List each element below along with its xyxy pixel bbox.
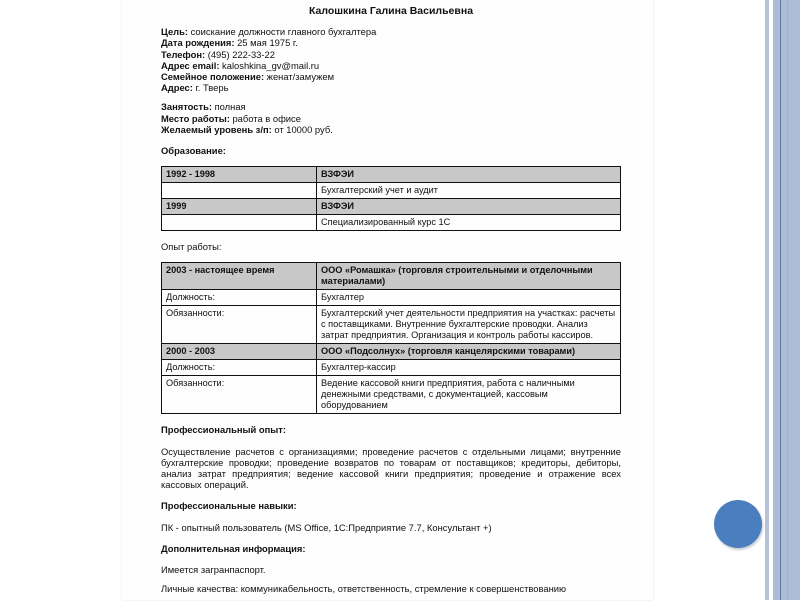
field-value: kaloshkina_gv@mail.ru — [219, 59, 320, 71]
table-cell: Бухгалтер — [317, 290, 621, 306]
table-row — [162, 306, 621, 344]
table-cell: 2000 - 2003 — [162, 344, 317, 360]
field-label: Занятость: — [161, 101, 212, 113]
field-label: Адрес email: — [161, 59, 220, 71]
additional-info-heading: Дополнительная информация: — [161, 542, 306, 554]
decorative-line — [787, 0, 788, 600]
skills-heading: Профессиональные навыки: — [161, 500, 297, 512]
decorative-circle-icon — [714, 500, 762, 548]
field-value: полная — [211, 101, 246, 113]
resume-page — [122, 0, 653, 600]
field-value: соискание должности главного бухгалтера — [188, 26, 377, 38]
education-heading: Образование: — [161, 145, 226, 157]
table-row — [162, 215, 621, 231]
table-cell: Обязанности: — [162, 376, 317, 414]
professional-experience-heading: Профессиональный опыт: — [161, 424, 287, 436]
field-label: Семейное положение: — [161, 71, 265, 83]
field-value: 25 мая 1975 г. — [234, 37, 298, 49]
additional-info-item: Имеется загранпаспорт. — [161, 564, 266, 576]
table-cell: 2003 - настоящее время — [162, 263, 317, 290]
additional-info-item: Личные качества: коммуникабельность, ответственность, стремление к совершенствованию — [161, 583, 567, 595]
table-cell — [162, 215, 317, 231]
field-value: от 10000 руб. — [271, 123, 333, 135]
table-cell: Бухгалтер-кассир — [317, 360, 621, 376]
professional-experience-text: Осуществление расчетов с организациями; проведение расчетов с отдельными лицами; внутренние бухгалтерские проводки; проведение возвратов по товарам от поставщиков; кредиторы, дебиторы, анализ затрат предприятия; ведение кассовой книги предприятия; проведение и отражение всех кассовых операций. — [161, 445, 621, 491]
decorative-stripe — [765, 0, 769, 600]
field-label: Желаемый уровень з/п: — [161, 123, 272, 135]
table-cell: Бухгалтерский учет деятельности предприятия на участках: расчеты с поставщиками. Внутренние бухгалтерские проводки. Анализ затрат предприятия. Организация и контроль работы кассиров. — [317, 306, 621, 344]
field-employment — [161, 101, 621, 112]
spacer — [161, 93, 621, 101]
field-goal — [161, 26, 621, 37]
field-value: женат/замужем — [264, 71, 335, 83]
table-row — [162, 167, 621, 183]
table-row — [162, 263, 621, 290]
field-phone — [161, 49, 621, 60]
experience-table — [161, 262, 621, 414]
table-cell — [162, 183, 317, 199]
field-marital-status — [161, 71, 621, 82]
table-cell: Ведение кассовой книги предприятия, работа с наличными денежными средствами, с документацией, кассовым оборудованием — [317, 376, 621, 414]
table-row — [162, 344, 621, 360]
field-value: работа в офисе — [229, 112, 301, 124]
table-row — [162, 183, 621, 199]
table-cell: Должность: — [162, 360, 317, 376]
decorative-line — [780, 0, 781, 600]
table-cell: Должность: — [162, 290, 317, 306]
work-preferences — [161, 101, 621, 135]
table-cell: ООО «Подсолнух» (торговля канцелярскими товарами) — [317, 344, 621, 360]
field-workplace — [161, 113, 621, 124]
field-label: Место работы: — [161, 112, 230, 124]
education-table — [161, 166, 621, 231]
field-email — [161, 60, 621, 71]
table-cell: 1999 — [162, 199, 317, 215]
table-cell: ВЗФЭИ — [317, 167, 621, 183]
resume-content — [161, 0, 621, 602]
field-value: (495) 222-33-22 — [205, 48, 275, 60]
field-value: г. Тверь — [192, 82, 229, 94]
experience-heading: Опыт работы: — [161, 241, 222, 253]
field-label: Телефон: — [161, 48, 206, 60]
table-cell: 1992 - 1998 — [162, 167, 317, 183]
skills-text: ПК - опытный пользователь (MS Office, 1С:Предприятие 7.7, Консультант +) — [161, 521, 492, 533]
table-cell: ВЗФЭИ — [317, 199, 621, 215]
personal-info — [161, 26, 621, 93]
table-cell: Специализированный курс 1С — [317, 215, 621, 231]
table-cell: ООО «Ромашка» (торговля строительными и отделочными материалами) — [317, 263, 621, 290]
field-birthdate — [161, 37, 621, 48]
field-label: Адрес: — [161, 82, 193, 94]
table-row — [162, 376, 621, 414]
table-row — [162, 199, 621, 215]
table-row — [162, 290, 621, 306]
field-salary — [161, 124, 621, 135]
table-cell: Бухгалтерский учет и аудит — [317, 183, 621, 199]
table-row — [162, 360, 621, 376]
field-address — [161, 82, 621, 93]
field-label: Цель: — [161, 26, 189, 38]
resume-name: Калошкина Галина Васильевна — [308, 5, 474, 17]
table-cell: Обязанности: — [162, 306, 317, 344]
field-label: Дата рождения: — [161, 37, 235, 49]
